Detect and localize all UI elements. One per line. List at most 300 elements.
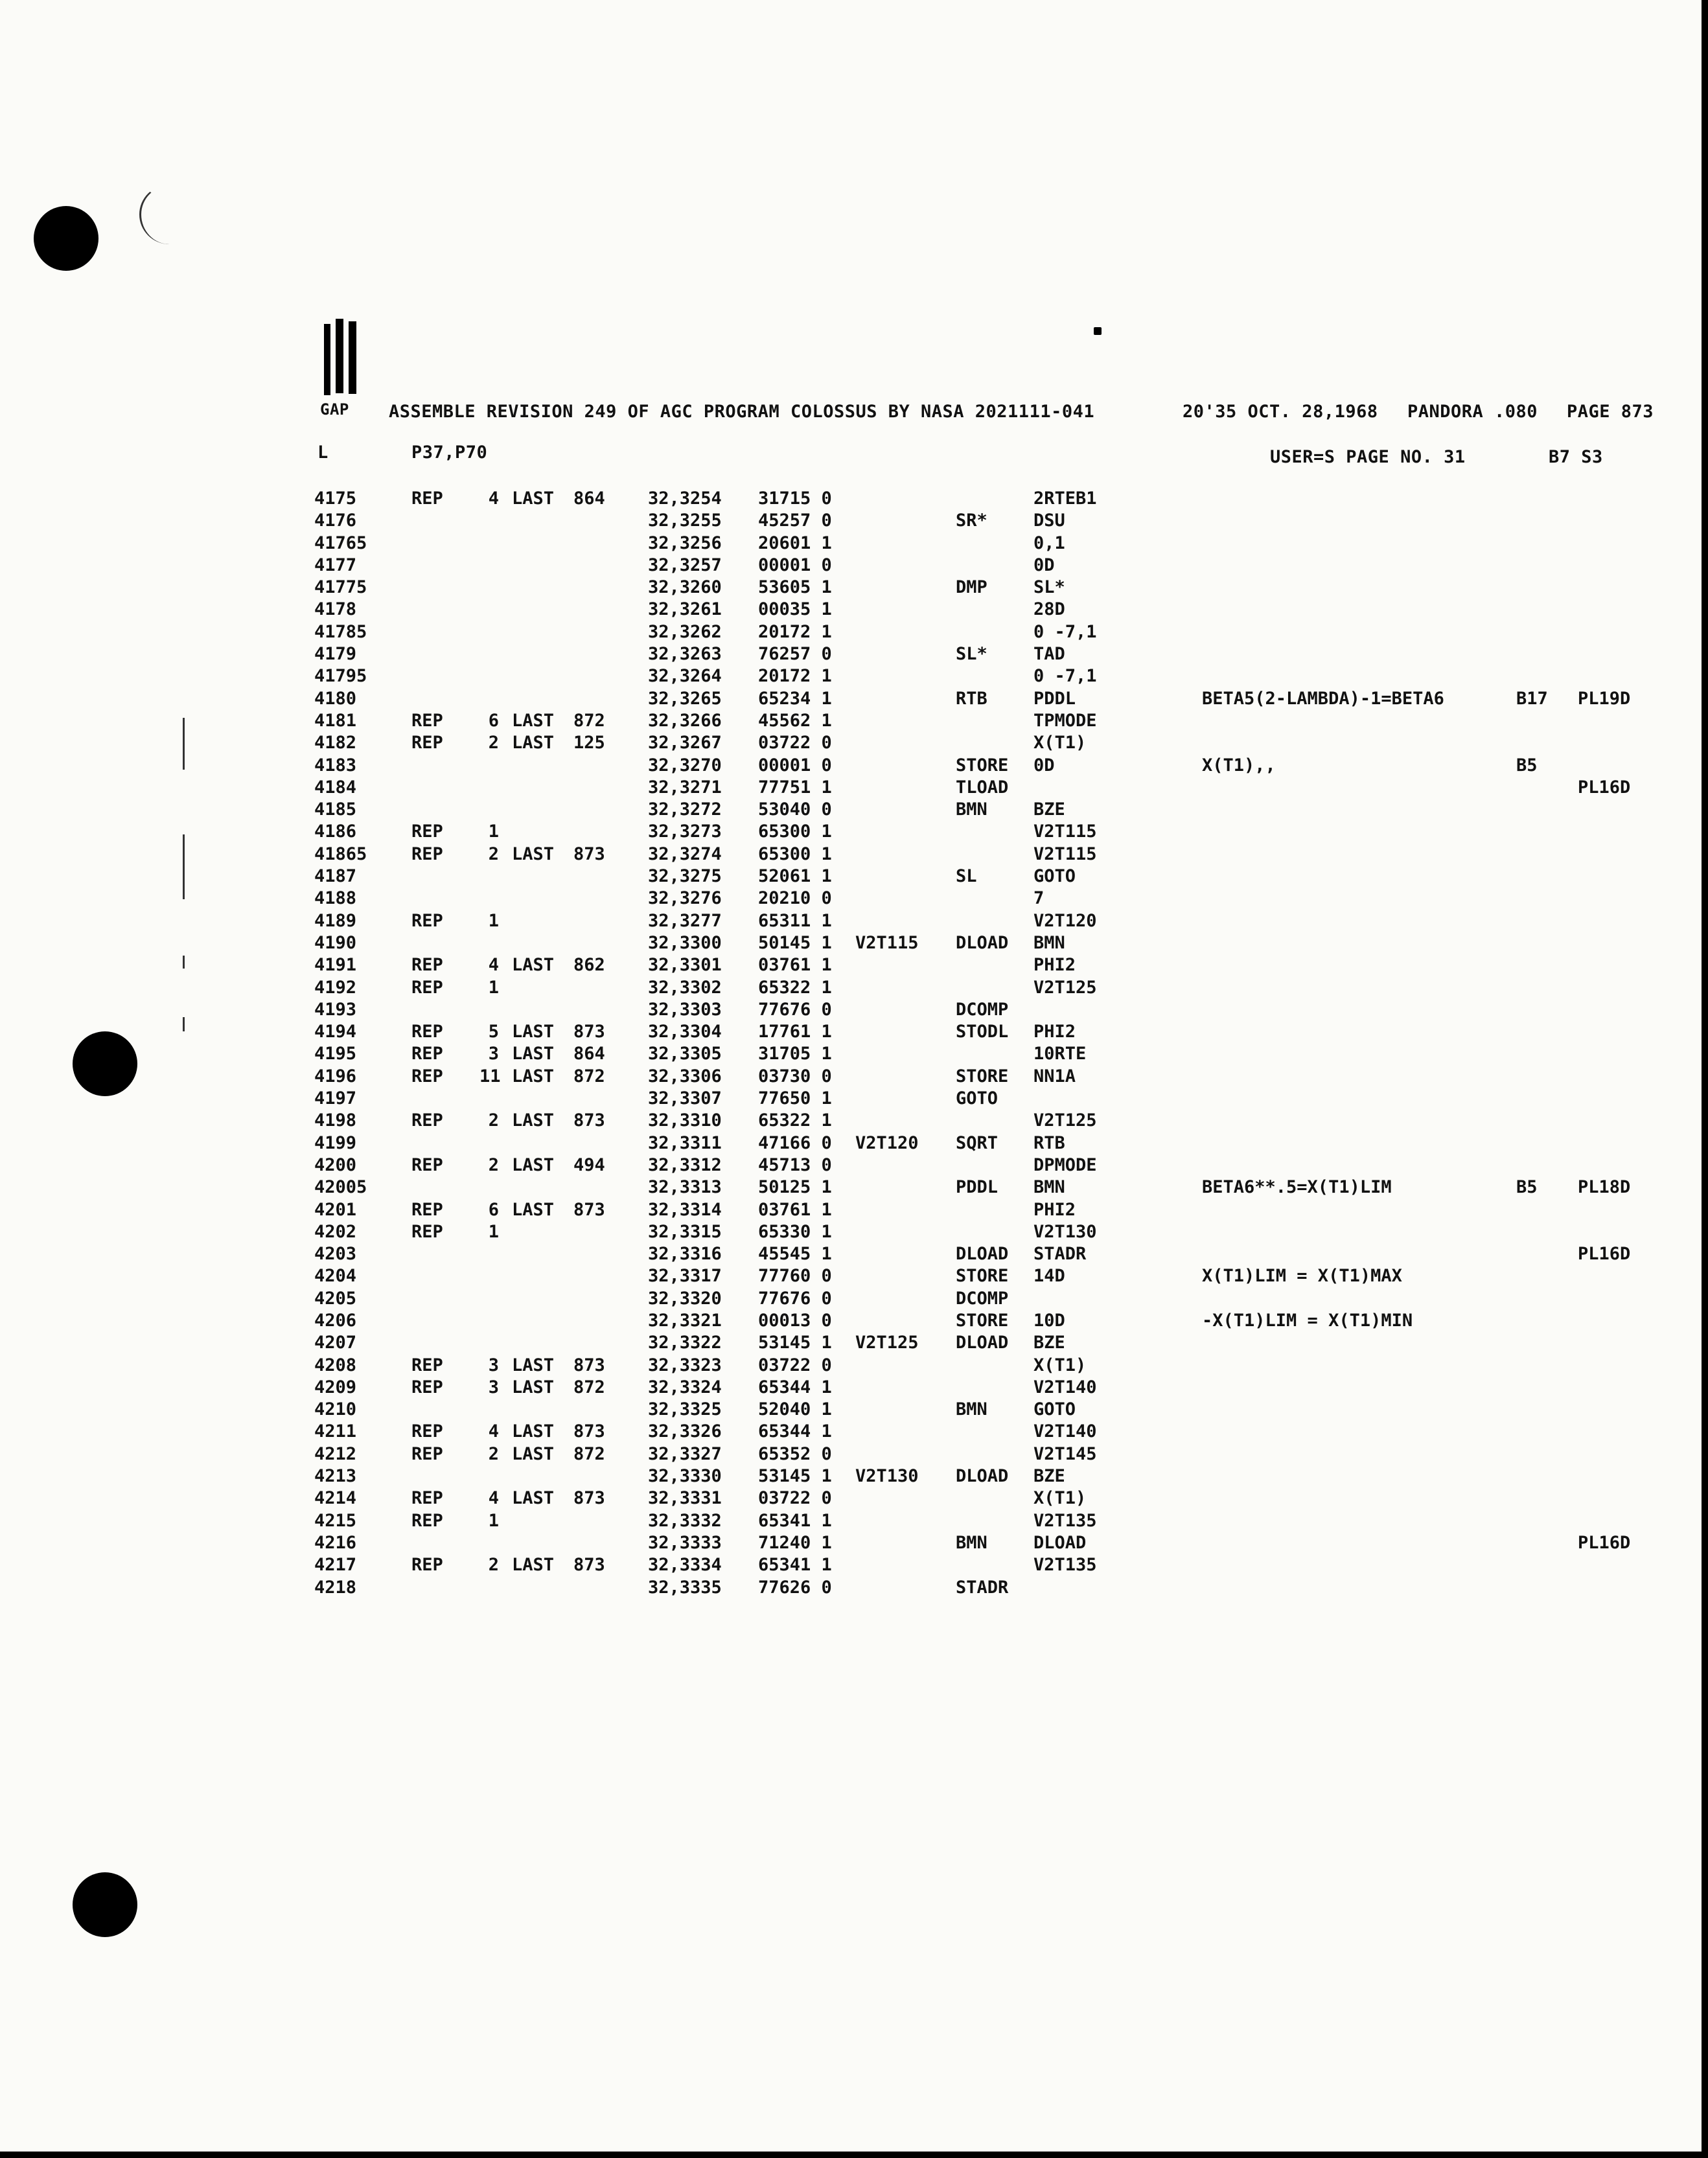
bank-address: 32,3275 [648, 866, 722, 887]
bank-address: 32,3311 [648, 1132, 722, 1153]
line-number: 4204 [314, 1266, 357, 1287]
line-number: 4198 [314, 1110, 357, 1131]
octal-word: 03761 1 [758, 1199, 832, 1220]
last-page-ref: 872 [573, 1377, 605, 1397]
bank-address: 32,3322 [648, 1333, 722, 1353]
bank-address: 32,3277 [648, 910, 722, 931]
operand: BMN [1033, 1177, 1065, 1198]
bank-address: 32,3264 [648, 666, 722, 687]
bank-address: 32,3301 [648, 955, 722, 976]
bank-address: 32,3314 [648, 1199, 722, 1220]
line-number: 4195 [314, 1044, 357, 1064]
bank-address: 32,3323 [648, 1355, 722, 1375]
last-marker: LAST [512, 1199, 555, 1220]
line-number: 41785 [314, 621, 367, 642]
last-marker: LAST [512, 1154, 555, 1175]
rep-count: 4 [488, 1488, 499, 1509]
line-number: 4212 [314, 1443, 357, 1464]
octal-word: 77751 1 [758, 777, 832, 798]
operand: X(T1) [1033, 1488, 1087, 1509]
opcode: SL [956, 866, 977, 887]
bank-address: 32,3255 [648, 511, 722, 531]
margin-rule-2 [183, 834, 185, 899]
rep-count: 2 [488, 1555, 499, 1576]
opcode: STORE [956, 755, 1009, 775]
bank-address: 32,3332 [648, 1510, 722, 1531]
last-marker: LAST [512, 1110, 555, 1131]
operand: PHI2 [1033, 1022, 1076, 1042]
line-number: 4190 [314, 932, 357, 953]
rep-marker: REP [411, 1221, 443, 1242]
subheader-left: L [317, 442, 329, 463]
last-marker: LAST [512, 1022, 555, 1042]
rep-count: 4 [488, 488, 499, 509]
octal-word: 71240 1 [758, 1532, 832, 1553]
rep-marker: REP [411, 910, 443, 931]
line-number: 4186 [314, 821, 357, 842]
binder-hole-top [34, 206, 98, 271]
opcode: STORE [956, 1310, 1009, 1331]
operand: X(T1) [1033, 733, 1087, 753]
line-number: 4175 [314, 488, 357, 509]
operand: 0D [1033, 755, 1055, 775]
bank-address: 32,3307 [648, 1088, 722, 1109]
line-number: 4176 [314, 511, 357, 531]
octal-word: 31715 0 [758, 488, 832, 509]
line-number: 4177 [314, 555, 357, 575]
octal-word: 00001 0 [758, 555, 832, 575]
rep-marker: REP [411, 1443, 443, 1464]
octal-word: 52061 1 [758, 866, 832, 887]
line-number: 4213 [314, 1466, 357, 1487]
comment: -X(T1)LIM = X(T1)MIN [1202, 1310, 1413, 1331]
line-number: 4218 [314, 1577, 357, 1598]
operand: STADR [1033, 1244, 1087, 1265]
bank-address: 32,3266 [648, 710, 722, 731]
operand: V2T130 [1033, 1221, 1097, 1242]
line-number: 4200 [314, 1154, 357, 1175]
last-marker: LAST [512, 844, 555, 864]
opcode: STORE [956, 1066, 1009, 1086]
bank-address: 32,3305 [648, 1044, 722, 1064]
rep-marker: REP [411, 955, 443, 976]
bank-address: 32,3271 [648, 777, 722, 798]
operand: NN1A [1033, 1066, 1076, 1086]
pushlist-note: PL18D [1578, 1177, 1631, 1198]
line-number: 4192 [314, 977, 357, 998]
rep-count: 5 [488, 1022, 499, 1042]
last-page-ref: 873 [573, 1022, 605, 1042]
rep-marker: REP [411, 1110, 443, 1131]
log-section: P37,P70 [411, 442, 488, 463]
octal-word: 76257 0 [758, 644, 832, 665]
octal-word: 65344 1 [758, 1377, 832, 1397]
octal-word: 77676 0 [758, 999, 832, 1020]
rep-marker: REP [411, 1421, 443, 1442]
octal-word: 77676 0 [758, 1288, 832, 1309]
last-marker: LAST [512, 733, 555, 753]
operand: GOTO [1033, 1399, 1076, 1420]
operand: PHI2 [1033, 955, 1076, 976]
bank-address: 32,3325 [648, 1399, 722, 1420]
margin-rule-3 [183, 956, 185, 969]
last-page-ref: 125 [573, 733, 605, 753]
bank-address: 32,3320 [648, 1288, 722, 1309]
last-page-ref: 873 [573, 1488, 605, 1509]
operand: 7 [1033, 888, 1044, 909]
line-number: 4184 [314, 777, 357, 798]
operand: BMN [1033, 932, 1065, 953]
opcode: TLOAD [956, 777, 1009, 798]
opcode: GOTO [956, 1088, 998, 1109]
last-page-ref: 872 [573, 1443, 605, 1464]
symbol-label: V2T125 [855, 1333, 919, 1353]
line-number: 4194 [314, 1022, 357, 1042]
last-marker: LAST [512, 1488, 555, 1509]
opcode: STORE [956, 1266, 1009, 1287]
listing-timestamp: 20'35 OCT. 28,1968 [1183, 402, 1378, 422]
rep-marker: REP [411, 1066, 443, 1086]
rep-marker: REP [411, 1044, 443, 1064]
octal-word: 20210 0 [758, 888, 832, 909]
octal-word: 00013 0 [758, 1310, 832, 1331]
operand: V2T140 [1033, 1377, 1097, 1397]
pushlist-note: PL19D [1578, 688, 1631, 709]
octal-word: 03730 0 [758, 1066, 832, 1086]
operand: TPMODE [1033, 710, 1097, 731]
line-number: 4191 [314, 955, 357, 976]
opcode: DLOAD [956, 1244, 1009, 1265]
operand: GOTO [1033, 866, 1076, 887]
octal-word: 65311 1 [758, 910, 832, 931]
bank-address: 32,3263 [648, 644, 722, 665]
operand: V2T135 [1033, 1510, 1097, 1531]
octal-word: 20172 1 [758, 666, 832, 687]
bank-address: 32,3310 [648, 1110, 722, 1131]
operand: RTB [1033, 1132, 1065, 1153]
rep-count: 1 [488, 1510, 499, 1531]
rep-count: 3 [488, 1355, 499, 1375]
rep-count: 4 [488, 955, 499, 976]
pushlist-note: PL16D [1578, 1532, 1631, 1553]
operand: X(T1) [1033, 1355, 1087, 1375]
last-page-ref: 873 [573, 1355, 605, 1375]
symbol-label: V2T120 [855, 1132, 919, 1153]
octal-word: 00035 1 [758, 599, 832, 620]
bank-address: 32,3335 [648, 1577, 722, 1598]
line-number: 4187 [314, 866, 357, 887]
last-marker: LAST [512, 1443, 555, 1464]
octal-word: 20172 1 [758, 621, 832, 642]
operand: 0 -7,1 [1033, 666, 1097, 687]
listing-page: PAGE 873 [1567, 402, 1654, 422]
opcode: RTB [956, 688, 987, 709]
octal-word: 45562 1 [758, 710, 832, 731]
bank-address: 32,3262 [648, 621, 722, 642]
operand: V2T140 [1033, 1421, 1097, 1442]
gap-stamp [320, 319, 365, 403]
operand: 28D [1033, 599, 1065, 620]
rep-count: 2 [488, 1110, 499, 1131]
rep-marker: REP [411, 1510, 443, 1531]
operand: V2T125 [1033, 977, 1097, 998]
last-page-ref: 494 [573, 1154, 605, 1175]
margin-rule-4 [183, 1017, 185, 1031]
opcode: BMN [956, 799, 987, 820]
rep-count: 6 [488, 710, 499, 731]
octal-word: 65330 1 [758, 1221, 832, 1242]
opcode: DMP [956, 577, 987, 598]
octal-word: 53145 1 [758, 1466, 832, 1487]
bank-address: 32,3274 [648, 844, 722, 864]
scan-mark [1094, 327, 1102, 335]
line-number: 42005 [314, 1177, 367, 1198]
operand: 0 -7,1 [1033, 621, 1097, 642]
bank-address: 32,3327 [648, 1443, 722, 1464]
bank-address: 32,3276 [648, 888, 722, 909]
line-number: 41795 [314, 666, 367, 687]
bank-address: 32,3316 [648, 1244, 722, 1265]
octal-word: 47166 0 [758, 1132, 832, 1153]
octal-word: 77626 0 [758, 1577, 832, 1598]
octal-word: 20601 1 [758, 533, 832, 553]
bank-address: 32,3315 [648, 1221, 722, 1242]
rep-count: 3 [488, 1044, 499, 1064]
line-number: 4202 [314, 1221, 357, 1242]
operand: DLOAD [1033, 1532, 1087, 1553]
line-number: 4209 [314, 1377, 357, 1397]
octal-word: 45713 0 [758, 1154, 832, 1175]
comment: BETA6**.5=X(T1)LIM [1202, 1177, 1392, 1198]
opcode: STODL [956, 1022, 1009, 1042]
operand: 0,1 [1033, 533, 1065, 553]
bank-address: 32,3317 [648, 1266, 722, 1287]
octal-word: 31705 1 [758, 1044, 832, 1064]
bank-address: 32,3257 [648, 555, 722, 575]
last-page-ref: 873 [573, 844, 605, 864]
line-number: 4205 [314, 1288, 357, 1309]
rep-count: 4 [488, 1421, 499, 1442]
rep-marker: REP [411, 1555, 443, 1576]
bank-address: 32,3334 [648, 1555, 722, 1576]
line-number: 4181 [314, 710, 357, 731]
last-marker: LAST [512, 1377, 555, 1397]
line-number: 4178 [314, 599, 357, 620]
operand: TAD [1033, 644, 1065, 665]
octal-word: 17761 1 [758, 1022, 832, 1042]
line-number: 4210 [314, 1399, 357, 1420]
operand: BZE [1033, 1466, 1065, 1487]
bank-address: 32,3260 [648, 577, 722, 598]
last-marker: LAST [512, 1421, 555, 1442]
line-number: 4207 [314, 1333, 357, 1353]
octal-word: 45257 0 [758, 511, 832, 531]
bank-address: 32,3273 [648, 821, 722, 842]
pushlist-note: PL16D [1578, 777, 1631, 798]
line-number: 4216 [314, 1532, 357, 1553]
opcode: DLOAD [956, 1466, 1009, 1487]
octal-word: 00001 0 [758, 755, 832, 775]
last-marker: LAST [512, 488, 555, 509]
bank-address: 32,3321 [648, 1310, 722, 1331]
line-number: 4189 [314, 910, 357, 931]
bank-address: 32,3333 [648, 1532, 722, 1553]
line-number: 41765 [314, 533, 367, 553]
rep-marker: REP [411, 1355, 443, 1375]
last-page-ref: 872 [573, 710, 605, 731]
rep-count: 11 [479, 1066, 501, 1086]
bank-address: 32,3267 [648, 733, 722, 753]
rep-count: 1 [488, 910, 499, 931]
operand: PDDL [1033, 688, 1076, 709]
line-number: 4211 [314, 1421, 357, 1442]
operand: 10RTE [1033, 1044, 1087, 1064]
operand: V2T125 [1033, 1110, 1097, 1131]
rep-marker: REP [411, 733, 443, 753]
line-number: 4201 [314, 1199, 357, 1220]
symbol-label: V2T115 [855, 932, 919, 953]
last-page-ref: 864 [573, 488, 605, 509]
binder-ring-mark [139, 185, 200, 244]
line-number: 4203 [314, 1244, 357, 1265]
rep-marker: REP [411, 1022, 443, 1042]
rep-count: 6 [488, 1199, 499, 1220]
rep-marker: REP [411, 1154, 443, 1175]
binder-hole-bottom [73, 1872, 137, 1937]
bank-address: 32,3304 [648, 1022, 722, 1042]
register-note: B17 [1516, 688, 1548, 709]
octal-word: 65344 1 [758, 1421, 832, 1442]
last-page-ref: 864 [573, 1044, 605, 1064]
rep-count: 2 [488, 844, 499, 864]
octal-word: 03722 0 [758, 1355, 832, 1375]
octal-word: 65322 1 [758, 977, 832, 998]
rep-marker: REP [411, 488, 443, 509]
gap-stamp-label: GAP [320, 400, 349, 419]
listing-title: ASSEMBLE REVISION 249 OF AGC PROGRAM COLOSSUS BY NASA 2021111-041 [389, 402, 1095, 422]
operand: 0D [1033, 555, 1055, 575]
line-number: 4179 [314, 644, 357, 665]
last-page-ref: 862 [573, 955, 605, 976]
operand: 10D [1033, 1310, 1065, 1331]
bank-address: 32,3326 [648, 1421, 722, 1442]
opcode: BMN [956, 1532, 987, 1553]
bank-address: 32,3312 [648, 1154, 722, 1175]
register-note: B5 [1516, 1177, 1538, 1198]
operand: SL* [1033, 577, 1065, 598]
octal-word: 65300 1 [758, 821, 832, 842]
operand: DSU [1033, 511, 1065, 531]
bank-address: 32,3261 [648, 599, 722, 620]
octal-word: 03722 0 [758, 733, 832, 753]
last-page-ref: 873 [573, 1421, 605, 1442]
line-number: 4214 [314, 1488, 357, 1509]
operand: V2T135 [1033, 1555, 1097, 1576]
opcode: DCOMP [956, 999, 1009, 1020]
opcode: SR* [956, 511, 987, 531]
bank-address: 32,3303 [648, 999, 722, 1020]
octal-word: 65322 1 [758, 1110, 832, 1131]
octal-word: 65341 1 [758, 1555, 832, 1576]
operand: BZE [1033, 1333, 1065, 1353]
rep-marker: REP [411, 1488, 443, 1509]
last-marker: LAST [512, 1555, 555, 1576]
opcode: STADR [956, 1577, 1009, 1598]
octal-word: 03761 1 [758, 955, 832, 976]
line-number: 4183 [314, 755, 357, 775]
rep-count: 1 [488, 821, 499, 842]
line-number: 4182 [314, 733, 357, 753]
opcode: PDDL [956, 1177, 998, 1198]
line-number: 4188 [314, 888, 357, 909]
octal-word: 45545 1 [758, 1244, 832, 1265]
opcode: DCOMP [956, 1288, 1009, 1309]
line-number: 4215 [314, 1510, 357, 1531]
octal-word: 65300 1 [758, 844, 832, 864]
octal-word: 53605 1 [758, 577, 832, 598]
operand: BZE [1033, 799, 1065, 820]
line-number: 4197 [314, 1088, 357, 1109]
last-marker: LAST [512, 1044, 555, 1064]
rep-count: 1 [488, 977, 499, 998]
opcode: BMN [956, 1399, 987, 1420]
bank-address: 32,3270 [648, 755, 722, 775]
rep-marker: REP [411, 710, 443, 731]
rep-count: 2 [488, 733, 499, 753]
rep-marker: REP [411, 1199, 443, 1220]
rep-marker: REP [411, 1377, 443, 1397]
rep-marker: REP [411, 977, 443, 998]
octal-word: 53145 1 [758, 1333, 832, 1353]
comment: BETA5(2-LAMBDA)-1=BETA6 [1202, 688, 1444, 709]
comment: X(T1),, [1202, 755, 1276, 775]
octal-word: 53040 0 [758, 799, 832, 820]
comment: X(T1)LIM = X(T1)MAX [1202, 1266, 1402, 1287]
line-number: 4180 [314, 688, 357, 709]
bank-address: 32,3330 [648, 1466, 722, 1487]
rep-count: 1 [488, 1221, 499, 1242]
binder-hole-middle [73, 1031, 137, 1096]
bank-address: 32,3313 [648, 1177, 722, 1198]
last-page-ref: 873 [573, 1199, 605, 1220]
octal-word: 65341 1 [758, 1510, 832, 1531]
rep-marker: REP [411, 844, 443, 864]
operand: V2T145 [1033, 1443, 1097, 1464]
last-page-ref: 872 [573, 1066, 605, 1086]
page-reference: B7 S3 [1549, 447, 1603, 467]
line-number: 41775 [314, 577, 367, 598]
line-number: 4217 [314, 1555, 357, 1576]
bank-address: 32,3265 [648, 688, 722, 709]
operand: DPMODE [1033, 1154, 1097, 1175]
bank-address: 32,3300 [648, 932, 722, 953]
opcode: SQRT [956, 1132, 998, 1153]
last-page-ref: 873 [573, 1110, 605, 1131]
line-number: 4185 [314, 799, 357, 820]
bank-address: 32,3254 [648, 488, 722, 509]
rep-count: 2 [488, 1154, 499, 1175]
rep-count: 2 [488, 1443, 499, 1464]
line-number: 4196 [314, 1066, 357, 1086]
operand: 2RTEB1 [1033, 488, 1097, 509]
bank-address: 32,3302 [648, 977, 722, 998]
octal-word: 52040 1 [758, 1399, 832, 1420]
symbol-label: V2T130 [855, 1466, 919, 1487]
rep-count: 3 [488, 1377, 499, 1397]
last-marker: LAST [512, 955, 555, 976]
rep-marker: REP [411, 821, 443, 842]
listing-user: PANDORA .080 [1407, 402, 1538, 422]
